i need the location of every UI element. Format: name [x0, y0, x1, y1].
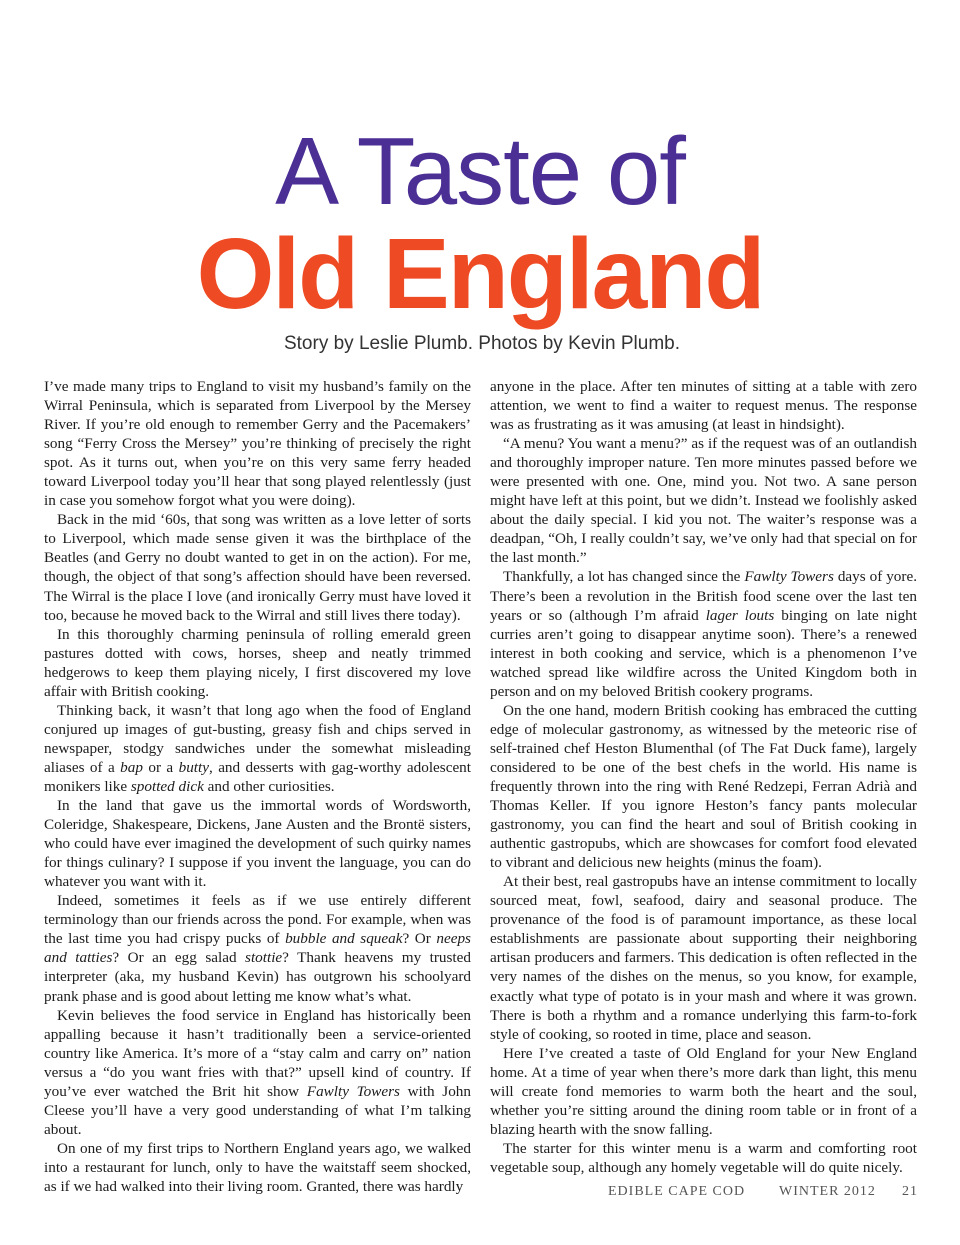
italic-term: butty [178, 758, 209, 776]
footer-issue: WINTER 2012 [779, 1184, 876, 1199]
body-paragraph [490, 701, 917, 872]
text-run: Indeed, sometimes it feels as if we use entirely different terminology than our friends across the pond. For example, when was the last time you had crispy pucks of [44, 892, 471, 948]
italic-term: spotted dick [130, 777, 204, 795]
italic-term: bap [120, 758, 143, 776]
italic-term: bubble and squeak [285, 930, 403, 948]
text-run: In the land that gave us the immortal words of Wordsworth, Coleridge, Shakespeare, Dickens, Jane Austen and the Brontë sisters, who could have ever imagined the development of such quirky names for things culinary? I suppose if you invent the language, you can do whatever you want with it. [44, 797, 471, 891]
text-run: I’ve made many trips to England to visit my husband’s family on the Wirral Peninsula, which is separated from Liverpool by the Mersey River. If you’re old enough to remember Gerry and the Pacemakers’ song “Ferry Cross the Mersey” you’re thinking of precisely the right spot. As it turns out, when you’re on this very same ferry headed toward Liverpool today you’ll hear that song played relentlessly (just in case you somehow forgot what you were doing). [44, 378, 471, 510]
text-run: Here I’ve created a taste of Old England for your New England home. At a time of year when there’s more dark than light, this menu will create fond memories to warm both the heart and the soul, whether you’re sitting around the dining room table or in front of a blazing hearth with the snow falling. [490, 1044, 917, 1138]
body-paragraph [490, 434, 917, 567]
body-paragraph [44, 1006, 471, 1139]
text-run: Thinking back, it wasn’t that long ago when the food of England conjured up images of gut-busting, greasy fish and chips served in newspaper, stodgy sandwiches under the somewhat misleading aliases of a [44, 701, 471, 776]
text-run: The starter for this winter menu is a warm and comforting root vegetable soup, although any homely vegetable will do quite nicely. [490, 1139, 917, 1176]
text-run: “A menu? You want a menu?” as if the request was of an outlandish and thoroughly improper nature. Ten more minutes passed before we were presented with one. One, mind you. Not two. A sane person might have left at this point, but we didn’t. Instead we foolishly asked about the daily special. I kid you not. The waiter’s response was a deadpan, “Oh, I really couldn’t say, we’ve only had that special on for the last month.” [490, 435, 917, 567]
italic-term: Fawlty Towers [306, 1082, 400, 1100]
left-column [44, 377, 471, 1196]
text-run: At their best, real gastropubs have an intense commitment to locally sourced meat, fowl, seafood, dairy and seasonal produce. The provenance of the food is of paramount importance, as these local establishments are passionate about supporting their neighboring artisan producers and farmers. This dedication is often reflected in the very names of the dishes on the menus, so you know, for example, exactly what type of potato is in your mash and where it was grown. There is both a rhythm and a romance underlying this farm-to-fork style of cooking, so rooted in time, place and season. [490, 873, 917, 1043]
footer-page-number: 21 [902, 1184, 918, 1199]
text-run: or a [142, 758, 179, 776]
italic-term: lager louts [705, 606, 775, 624]
text-run: Back in the mid ‘60s, that song was written as a love letter of sorts to Liverpool, which made sense given it was the birthplace of the Beatles (and Gerry no doubt wanted to get in on the action). For me, though, the object of that song’s affection should have been reversed. The Wirral is the place I love (and ironically Gerry must have loved it too, because he moved back to the Wirral and still lives there today). [44, 511, 471, 624]
text-run: , and desserts with gag-worthy adolescent monikers like [44, 758, 471, 795]
text-run: ? Thank heavens my trusted interpreter (aka, my husband Kevin) has outgrown his schoolyard prank phase and is good about letting me know what’s what. [44, 949, 471, 1005]
body-paragraph [44, 891, 471, 1005]
italic-term: Fawlty Towers [744, 568, 834, 586]
text-run: On one of my first trips to Northern England years ago, we walked into a restaurant for lunch, only to have the waitstaff seem shocked, as if we had walked into their living room. Granted, there was hardly [44, 1139, 471, 1195]
text-run: and other curiosities. [203, 777, 335, 795]
body-paragraph [490, 377, 917, 434]
footer-publication: EDIBLE CAPE COD [608, 1184, 746, 1199]
body-paragraph [44, 510, 471, 624]
text-run: Kevin believes the food service in England has historically been appalling because it hasn’t traditionally been a service-oriented country like America. It’s more of a “stay calm and carry on” nation versus a “do you want fries with that?” upsell kind of country. If you’ve ever watched the Brit hit show [44, 1006, 471, 1100]
text-run: days of yore. There’s been a revolution in the British food scene over the last ten years or so (although I’m afraid [490, 568, 918, 624]
title-line-1: A Taste of [275, 118, 685, 225]
title-line-2: Old England [196, 218, 764, 330]
page-footer [560, 1184, 918, 1204]
text-run: with John Cleese you’ll have a very good understanding of what I’m talking about. [44, 1082, 471, 1138]
body-paragraph [44, 701, 471, 796]
body-paragraph [44, 796, 471, 891]
text-run: In this thoroughly charming peninsula of rolling emerald green pastures dotted with cows, horses, sheep and neatly trimmed hedgerows to keep them playing nicely, I first discovered my love affair with British cooking. [44, 625, 471, 700]
body-paragraph [44, 377, 471, 510]
body-paragraph [490, 872, 917, 1043]
body-paragraph [490, 1044, 917, 1139]
right-column [490, 377, 917, 1177]
text-run: On the one hand, modern British cooking has embraced the cutting edge of molecular gastronomy, as witnessed by the meteoric rise of self-trained chef Heston Blumenthal (of The Fat Duck fame), largely considered to be one of the best chefs in the world. His name is frequently thrown into the ring with René Redzepi, Ferran Adrià and Thomas Keller. If you ignore Heston’s fancy pants molecular gastronomy, you can find the heart and soul of British cooking in authentic gastropubs, which are showcases for comfort food elevated to vibrant and delicious new heights (minus the foam). [490, 701, 917, 872]
body-paragraph [44, 625, 471, 701]
body-paragraph [44, 1139, 471, 1196]
byline: Story by Leslie Plumb. Photos by Kevin Plumb. [283, 333, 681, 354]
text-run: ? Or an egg salad [112, 949, 246, 967]
body-paragraph [490, 567, 917, 700]
italic-term: neeps and tatties [44, 930, 471, 967]
italic-term: stottie [245, 949, 283, 967]
text-run: Thankfully, a lot has changed since the [503, 568, 745, 586]
text-run: ? Or [402, 930, 437, 948]
body-paragraph [490, 1139, 917, 1177]
text-run: binging on late night curries aren’t going to disappear anytime soon). There’s a renewed interest in both cooking and service, which is a phenomenon I’ve watched spread like wildfire across the United Kingdom both in person and on my beloved British cookery programs. [490, 606, 917, 700]
text-run: anyone in the place. After ten minutes of sitting at a table with zero attention, we went to find a waiter to request menus. The response was as frustrating as it was amusing (at least in hindsight). [490, 378, 917, 434]
